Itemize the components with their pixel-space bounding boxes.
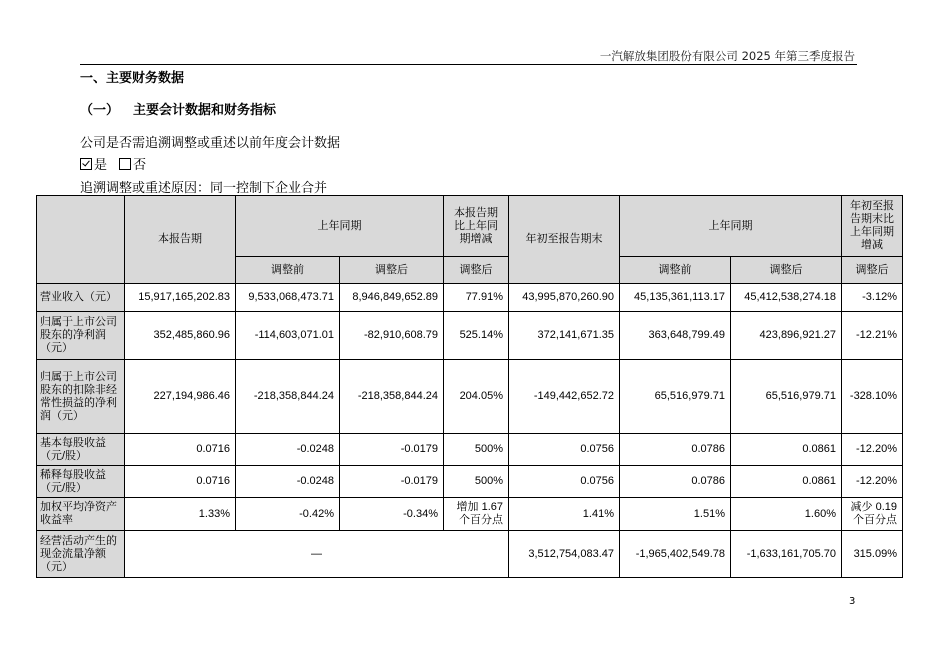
cell-ytd: 0.0756 xyxy=(509,466,620,498)
table-row xyxy=(37,466,903,498)
col-ytd-prior: 上年同期 xyxy=(620,196,842,257)
checkbox-empty-icon xyxy=(119,158,131,170)
cell-ytd: 3,512,754,083.47 xyxy=(509,531,620,578)
cell-current: 1.33% xyxy=(125,498,236,531)
cell-prior-before: -0.0248 xyxy=(236,466,340,498)
row-label: 基本每股收益（元/股） xyxy=(37,434,125,466)
subsection-number: （一） xyxy=(80,103,120,118)
col-after-adj-ytd: 调整后 xyxy=(731,257,842,284)
cell-ytd-change: -12.20% xyxy=(842,434,903,466)
col-after-adj-pct: 调整后 xyxy=(444,257,509,284)
row-label: 营业收入（元） xyxy=(37,284,125,312)
table-row xyxy=(37,498,903,531)
cell-ytd-change: -328.10% xyxy=(842,360,903,434)
restatement-question: 公司是否需追溯调整或重述以前年度会计数据 xyxy=(80,136,341,151)
row-label: 加权平均净资产收益率 xyxy=(37,498,125,531)
cell-change: 77.91% xyxy=(444,284,509,312)
cell-ytd-before: -1,965,402,549.78 xyxy=(620,531,731,578)
cell-current: 227,194,986.46 xyxy=(125,360,236,434)
cell-ytd-change: -12.20% xyxy=(842,466,903,498)
cell-ytd: 1.41% xyxy=(509,498,620,531)
option-yes-label: 是 xyxy=(94,158,108,173)
corner-cell xyxy=(37,196,125,284)
row-label: 经营活动产生的现金流量净额（元） xyxy=(37,531,125,578)
col-pct-change: 本报告期比上年同期增减 xyxy=(444,196,509,257)
table-row xyxy=(37,284,903,312)
cell-current: 15,917,165,202.83 xyxy=(125,284,236,312)
restatement-options xyxy=(80,154,146,173)
cell-ytd: 43,995,870,260.90 xyxy=(509,284,620,312)
cell-current: 352,485,860.96 xyxy=(125,312,236,360)
cell-change: 500% xyxy=(444,466,509,498)
financial-data-table xyxy=(36,195,903,578)
header-divider xyxy=(80,64,857,65)
cell-ytd-after: 423,896,921.27 xyxy=(731,312,842,360)
cell-prior-after: -0.0179 xyxy=(340,466,444,498)
row-label: 稀释每股收益（元/股） xyxy=(37,466,125,498)
cell-change: 500% xyxy=(444,434,509,466)
col-ytd-pct-change: 年初至报告期末比上年同期增减 xyxy=(842,196,903,257)
cell-ytd-change: -3.12% xyxy=(842,284,903,312)
cell-ytd-change: 减少 0.19 个百分点 xyxy=(842,498,903,531)
cell-current: 0.0716 xyxy=(125,434,236,466)
cell-ytd: -149,442,652.72 xyxy=(509,360,620,434)
cell-ytd: 0.0756 xyxy=(509,434,620,466)
row-label: 归属于上市公司股东的扣除非经常性损益的净利润（元） xyxy=(37,360,125,434)
restatement-reason: 追溯调整或重述原因：同一控制下企业合并 xyxy=(80,181,328,196)
cell-ytd-after: -1,633,161,705.70 xyxy=(731,531,842,578)
cell-ytd-before: 0.0786 xyxy=(620,466,731,498)
col-ytd: 年初至报告期末 xyxy=(509,196,620,284)
section-title: 一、主要财务数据 xyxy=(80,71,185,86)
cell-prior-after: -218,358,844.24 xyxy=(340,360,444,434)
checkbox-checked-icon xyxy=(80,158,92,170)
col-before-adj: 调整前 xyxy=(236,257,340,284)
cell-ytd-before: 65,516,979.71 xyxy=(620,360,731,434)
cell-ytd-after: 45,412,538,274.18 xyxy=(731,284,842,312)
cell-ytd-change: -12.21% xyxy=(842,312,903,360)
page-number: 3 xyxy=(849,596,856,607)
table-row xyxy=(37,531,903,578)
cell-ytd-after: 65,516,979.71 xyxy=(731,360,842,434)
cell-current: 0.0716 xyxy=(125,466,236,498)
table-row xyxy=(37,312,903,360)
col-current-period: 本报告期 xyxy=(125,196,236,284)
cell-change: 增加 1.67 个百分点 xyxy=(444,498,509,531)
cell-ytd-change: 315.09% xyxy=(842,531,903,578)
cell-prior-before: -0.0248 xyxy=(236,434,340,466)
subsection-heading xyxy=(80,99,276,118)
cell-ytd-before: 0.0786 xyxy=(620,434,731,466)
row-label: 归属于上市公司股东的净利润（元） xyxy=(37,312,125,360)
report-header-title: 一汽解放集团股份有限公司 2025 年第三季度报告 xyxy=(599,49,855,63)
cell-prior-before: 9,533,068,473.71 xyxy=(236,284,340,312)
cell-prior-after: 8,946,849,652.89 xyxy=(340,284,444,312)
option-no-label: 否 xyxy=(133,158,147,173)
cell-ytd-before: 45,135,361,113.17 xyxy=(620,284,731,312)
cell-prior-after: -0.34% xyxy=(340,498,444,531)
cell-ytd-after: 0.0861 xyxy=(731,434,842,466)
col-after-adj: 调整后 xyxy=(340,257,444,284)
col-after-adj-ytd-pct: 调整后 xyxy=(842,257,903,284)
cell-ytd-after: 0.0861 xyxy=(731,466,842,498)
cell-prior-after: -82,910,608.79 xyxy=(340,312,444,360)
subsection-title: 主要会计数据和财务指标 xyxy=(133,103,277,118)
table-row xyxy=(37,360,903,434)
cell-change: 525.14% xyxy=(444,312,509,360)
cell-prior-before: -0.42% xyxy=(236,498,340,531)
cell-prior-before: -114,603,071.01 xyxy=(236,312,340,360)
table-row xyxy=(37,434,903,466)
cell-not-applicable-dash: — xyxy=(125,531,509,578)
cell-ytd-before: 363,648,799.49 xyxy=(620,312,731,360)
cell-prior-before: -218,358,844.24 xyxy=(236,360,340,434)
cell-ytd: 372,141,671.35 xyxy=(509,312,620,360)
col-before-adj-ytd: 调整前 xyxy=(620,257,731,284)
cell-ytd-after: 1.60% xyxy=(731,498,842,531)
cell-ytd-before: 1.51% xyxy=(620,498,731,531)
cell-change: 204.05% xyxy=(444,360,509,434)
cell-prior-after: -0.0179 xyxy=(340,434,444,466)
col-prior-period: 上年同期 xyxy=(236,196,444,257)
